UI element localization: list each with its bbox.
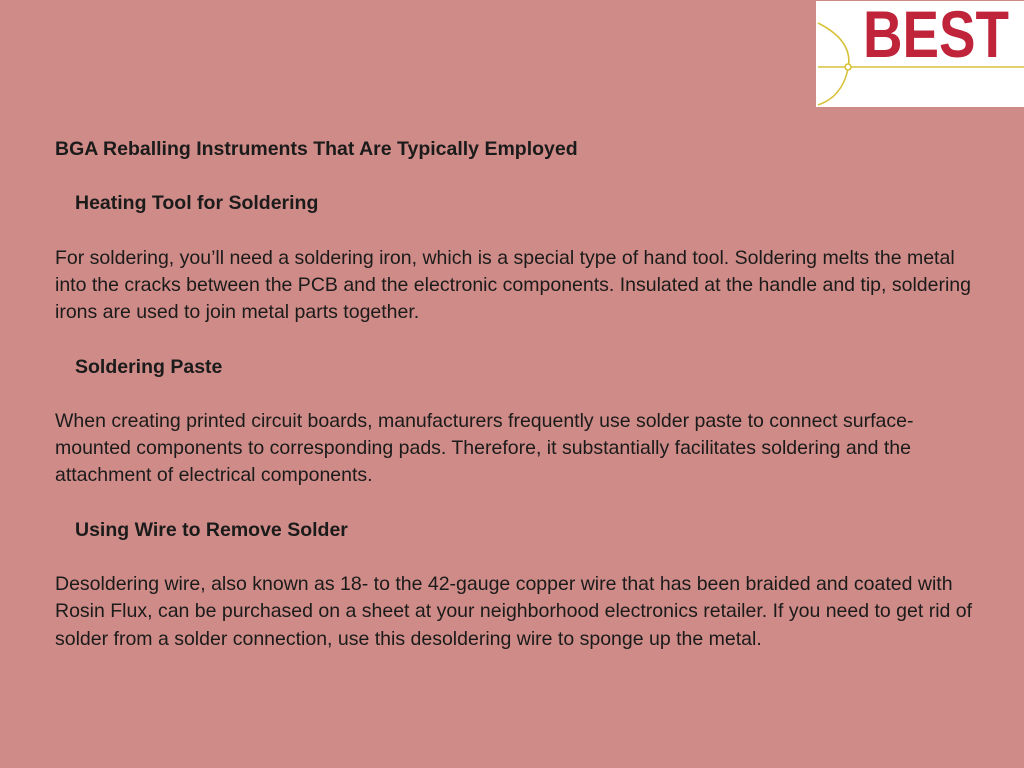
spacer [55,381,985,408]
company-logo [816,1,1024,107]
section-heading-soldering-paste: Soldering Paste [75,355,223,378]
spacer [55,544,985,571]
section-body-soldering-paste: When creating printed circuit boards, manufacturers frequently use solder paste to connect surface-mounted components to corresponding pads. Therefore, it substantially facilitates soldering and the attachment of electrical components. [55,409,914,487]
spacer [55,490,985,517]
section-heading-desoldering-wire: Using Wire to Remove Solder [75,518,348,541]
spacer [55,218,985,245]
article-title: BGA Reballing Instruments That Are Typically Employed [55,138,578,160]
spacer [55,326,985,353]
section-body-desoldering-wire: Desoldering wire, also known as 18- to the 42-gauge copper wire that has been braided and coated with Rosin Flux, can be purchased on a sheet at your neighborhood electronics retailer. If you need to get rid of solder from a solder connection, use this desoldering wire to sponge up the metal. [55,573,973,650]
logo-graphic [816,1,1024,107]
section-heading-heating-tool: Heating Tool for Soldering [75,192,319,215]
logo-text: BEST [863,1,1009,71]
logo-arc [818,23,849,105]
section-body-heating-tool: For soldering, you’ll need a soldering iron, which is a special type of hand tool. Soldering melts the metal into the cracks between the PCB and the electronic components. Insulated at the handle and tip, soldering irons are used to join metal parts together. [55,246,971,324]
logo-dot [845,64,851,70]
spacer [55,163,985,190]
article [55,136,985,653]
